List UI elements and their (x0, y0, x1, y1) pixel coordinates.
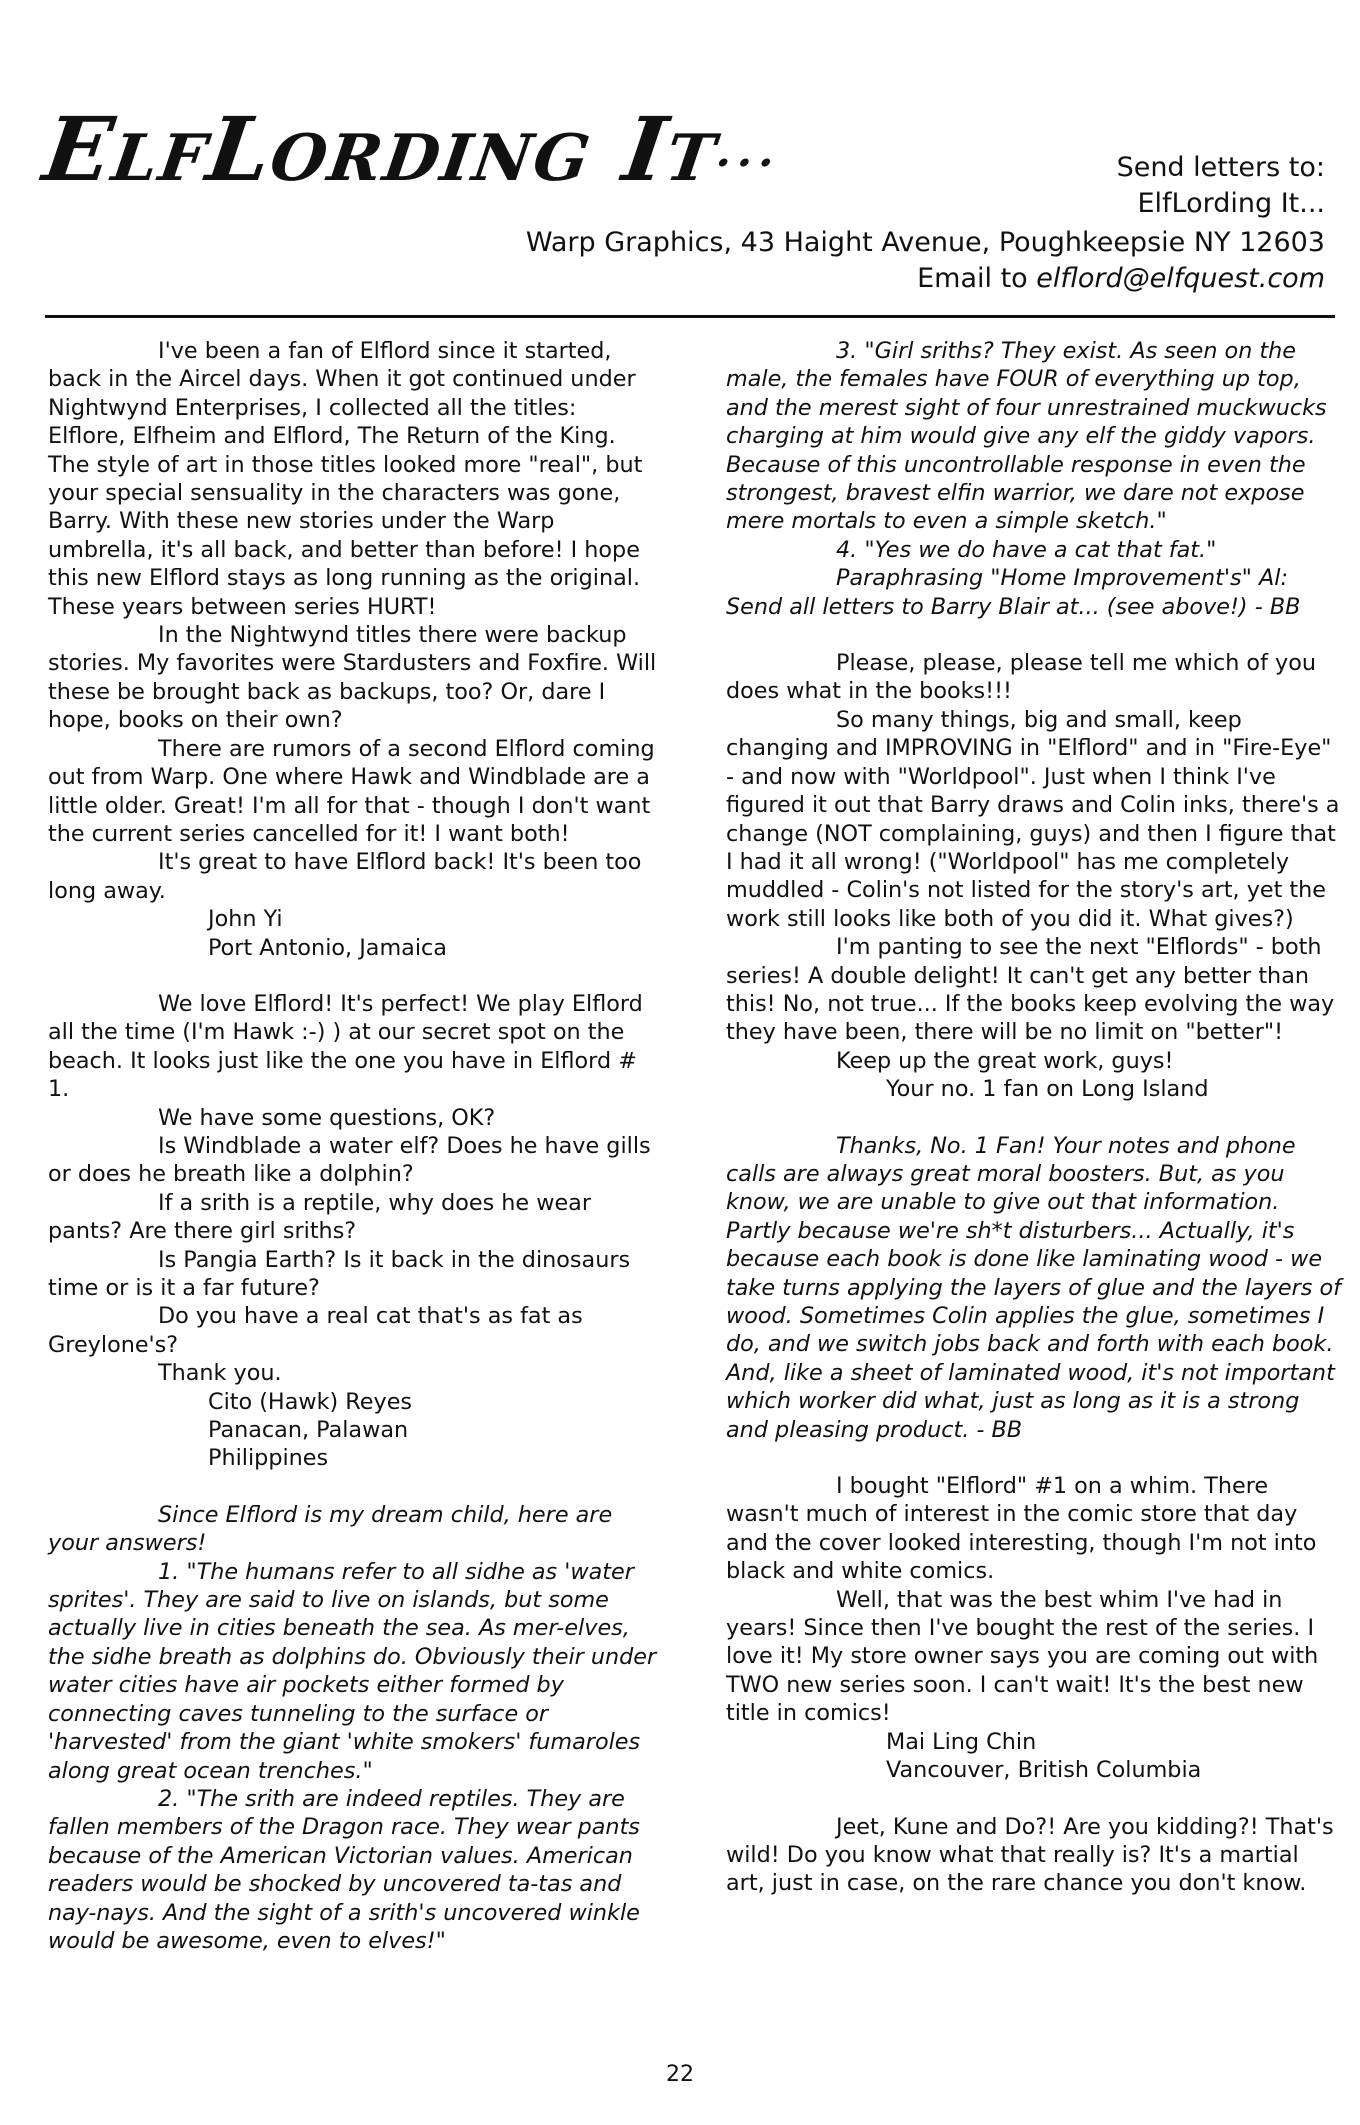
letter-signature: Panacan, Palawan (208, 1417, 409, 1444)
letter-paragraph: Thanks, No. 1 Fan! Your notes and phone calls are always great moral boosters. But, as you know, we are unable to give out that information. Partly because we're sh*t disturbers... Actually, it's because each book is done like laminating wood - we take turns applying the layers of glue and the layers of wood. Sometimes Colin applies the glue, sometimes I do, and we switch jobs back and forth with each book. And, like a sheet of laminated wood, it's not important which worker did what, just as long as it is a strong and pleasing product. - BB (726, 1132, 1341, 1443)
paragraph-gap (48, 1473, 658, 1501)
email-address: elflord@elfquest.com (1036, 263, 1325, 294)
header-divider (45, 315, 1335, 318)
letter-signature: Mai Ling Chin (886, 1728, 1037, 1755)
letter-signature: Cito (Hawk) Reyes (208, 1388, 413, 1415)
letter-signature: Your no. 1 fan on Long Island (886, 1076, 1209, 1103)
email-label: Email to (917, 263, 1028, 294)
letter-paragraph: I've been a fan of Elflord since it started, back in the Aircel days. When it got continued under Nightwynd Enterprises, I collected all the titles: Elflore, Elfheim and Elflord, The Return of the King. The style of art in those titles looked more "real", but your special sensuality in the characters was gone, Barry. With these new stories under the Warp umbrella, it's all back, and better than before! I hope this new Elflord stays as long running as the original. These years between series HURT! (48, 338, 643, 620)
letter-paragraph: So many things, big and small, keep changing and IMPROVING in "Elflord" and in "Fire-Eye" - and now with "Worldpool". Just when I think I've figured it out that Barry draws and Colin inks, there's a change (NOT complaining, guys) and then I figure that I had it all wrong! ("Worldpool" has me completely muddled - Colin's not listed for the story's art, yet the work still looks like both of you did it. What gives?) (726, 706, 1340, 932)
letter-paragraph: Is Pangia Earth? Is it back in the dinosaurs time or is it a far future? (48, 1246, 631, 1301)
letter-paragraph: I bought "Elflord" #1 on a whim. There wasn't much of interest in the comic store that day and the cover looked interesting, though I'm not into black and white comics. (726, 1473, 1317, 1585)
letter-paragraph: Since Elflord is my dream child, here are your answers! (48, 1501, 613, 1557)
mailing-address: Warp Graphics, 43 Haight Avenue, Poughkeepsie NY 12603 (525, 227, 1325, 258)
letter-signature: Philippines (208, 1445, 329, 1472)
letter-paragraph: I'm panting to see the next "Elflords" - both series! A double delight! It can't get any better than this! No, not true... If the books keep evolving the way they have been, there will be no limit on "better"! (726, 934, 1335, 1046)
letter-paragraph: Paraphrasing "Home Improvement's" Al: Send all letters to Barry Blair at... (see above!) - BB (726, 565, 1301, 620)
letter-paragraph: Do you have a real cat that's as fat as Greylone's? (48, 1303, 583, 1358)
masthead (37, 95, 1345, 325)
email-line (526, 261, 1325, 297)
letter-paragraph: In the Nightwynd titles there were backup stories. My favorites were Stardusters and Foxfire. Will these be brought back as backups, too? Or, dare I hope, books on their own? (48, 622, 657, 734)
logo-elflording-it: ELFLORDING IT... (37, 97, 785, 201)
letter-paragraph: Jeet, Kune and Do?! Are you kidding?! That's wild! Do you know what that really is? It's a martial art, just in case, on the rare chance you don't know. (726, 1813, 1334, 1897)
send-letters-label: Send letters to: (1116, 152, 1325, 183)
paragraph-gap (726, 621, 1342, 649)
letter-paragraph: 1. "The humans refer to all sidhe as 'water sprites'. They are said to live on islands, but some actually live in cities beneath the sea. As mer-elves, the sidhe breath as dolphins do. Obviously their under water cities have air pockets either formed by connecting caves tunneling to the surface or 'harvested' from the giant 'white smokers' fumaroles along great ocean trenches." (48, 1558, 657, 1784)
letter-signature: John Yi (208, 906, 283, 933)
page-number: 22 (666, 2062, 694, 2087)
paragraph-gap (726, 1785, 1342, 1813)
letter-paragraph: If a srith is a reptile, why does he wear pants? Are there girl sriths? (48, 1189, 592, 1245)
right-column (726, 337, 1342, 1898)
letter-signature: Vancouver, British Columbia (886, 1757, 1202, 1784)
letter-paragraph: 4. "Yes we do have a cat that fat." (836, 536, 1217, 563)
letter-paragraph: 2. "The srith are indeed reptiles. They are fallen members of the Dragon race. They wear pants because of the American Victorian values. American readers would be shocked by uncovered ta-tas and nay-nays. And the sight of a srith's uncovered winkle would be awesome, even to elves!" (48, 1785, 640, 1954)
address-block (526, 225, 1325, 297)
paragraph-gap (48, 962, 658, 990)
letter-paragraph: We love Elflord! It's perfect! We play Elflord all the time (I'm Hawk :-) ) at our secret spot on the beach. It looks just like the one you have in Elflord # 1. (48, 990, 643, 1103)
letter-paragraph: Is Windblade a water elf? Does he have gills or does he breath like a dolphin? (48, 1132, 651, 1188)
letter-paragraph: Keep up the great work, guys! (836, 1047, 1174, 1074)
letter-paragraph: It's great to have Elflord back! It's been too long away. (48, 849, 642, 904)
letter-signature: Port Antonio, Jamaica (208, 934, 447, 961)
paragraph-gap (726, 1104, 1342, 1132)
letter-paragraph: Thank you. (158, 1360, 282, 1387)
paragraph-gap (726, 1444, 1342, 1472)
send-letters-block (1117, 150, 1325, 222)
letter-paragraph: Well, that was the best whim I've had in years! Since then I've bought the rest of the series. I love it! My store owner says you are coming out with TWO new series soon. I can't wait! It's the best new title in comics! (726, 1586, 1319, 1727)
letter-paragraph: 3. "Girl sriths? They exist. As seen on the male, the females have FOUR of everything up top, and the merest sight of four unrestrained muckwucks charging at him would give any elf the giddy vapors. Because of this uncontrollable response in even the strongest, bravest elfin warrior, we dare not expose mere mortals to even a simple sketch." (726, 338, 1327, 535)
letter-paragraph: Please, please, please tell me which of you does what in the books!!! (726, 650, 1316, 705)
left-column (48, 337, 658, 1955)
letter-paragraph: There are rumors of a second Elflord coming out from Warp. One where Hawk and Windblade are a little older. Great! I'm all for that - though I don't want the current series cancelled for it! I want both! (48, 735, 655, 847)
column-name: ElfLording It... (1137, 188, 1325, 219)
letter-paragraph: We have some questions, OK? (158, 1104, 496, 1131)
